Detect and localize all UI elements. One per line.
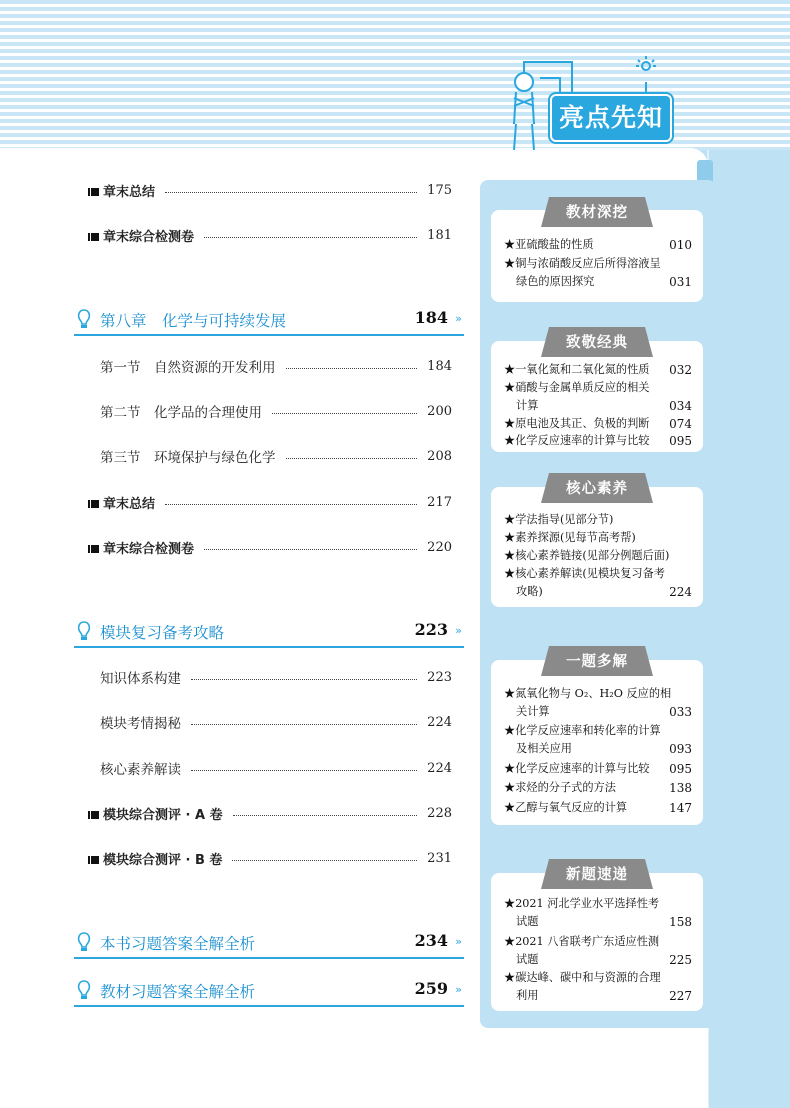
chevron-right-icon: »	[455, 312, 462, 325]
toc-row-page: 181	[427, 227, 452, 243]
toc-row-page: 223	[427, 669, 452, 685]
square-bullet-icon	[88, 543, 99, 554]
card-item-page: 034	[669, 399, 692, 413]
dot-leader	[165, 504, 417, 505]
chapter-page: 234	[414, 931, 448, 950]
card-item-text: ★化学反应速率的计算与比较	[504, 762, 650, 775]
card-item[interactable]	[504, 547, 692, 565]
toc-chapter-8[interactable]	[74, 306, 464, 336]
toc-row-label: 第三节 环境保护与绿色化学	[100, 450, 276, 466]
toc-row-page: 184	[427, 358, 452, 374]
chevron-right-icon: »	[455, 983, 462, 996]
card-item-text: ★学法指导(见部分节)	[504, 513, 614, 526]
card-item[interactable]	[504, 529, 692, 547]
toc-answers-book[interactable]	[74, 929, 464, 959]
chapter-underline	[74, 957, 464, 959]
chapter-title: 第八章 化学与可持续发展	[100, 312, 287, 330]
toc-row-label: 章末总结	[103, 184, 156, 200]
card-item-text: ★核心素养解读(见模块复习备考	[504, 567, 665, 580]
bulb-icon	[76, 308, 92, 330]
card-item-text: 及相关应用	[516, 742, 572, 755]
toc-row[interactable]	[100, 444, 452, 468]
card-item[interactable]	[504, 379, 692, 415]
card-title: 一题多解	[566, 654, 628, 670]
toc-row[interactable]	[100, 756, 452, 780]
toc-row-page: 200	[427, 403, 452, 419]
card-item-page: 095	[669, 762, 692, 776]
dot-leader	[191, 679, 417, 680]
dot-leader	[232, 860, 417, 861]
card-item-text: ★氮氧化物与 O₂、H₂O 反应的相	[504, 687, 672, 700]
chevron-right-icon: »	[455, 935, 462, 948]
chevron-right-icon: »	[455, 624, 462, 637]
card-item[interactable]	[504, 722, 692, 758]
toc-row[interactable]	[100, 710, 452, 734]
toc-row-page: 224	[427, 760, 452, 776]
toc-row[interactable]	[88, 223, 452, 247]
card-item-text: ★核心素养链接(见部分例题后面)	[504, 549, 670, 562]
toc-row[interactable]	[88, 178, 452, 202]
card-item[interactable]	[504, 969, 692, 1005]
toc-row[interactable]	[100, 354, 452, 378]
card-item-text: ★2021 河北学业水平选择性考	[504, 897, 660, 910]
toc-row-label: 知识体系构建	[100, 671, 181, 687]
card-title: 核心素养	[566, 481, 628, 497]
dot-leader	[165, 192, 417, 193]
card-item[interactable]	[504, 361, 692, 379]
card-item-text: 计算	[516, 399, 539, 412]
card-item[interactable]	[504, 933, 692, 969]
dot-leader	[286, 458, 418, 459]
card-item[interactable]	[504, 760, 692, 778]
toc-row-page: 231	[427, 850, 452, 866]
card-item-text: ★2021 八省联考广东适应性测	[504, 935, 660, 948]
toc-row-label: 模块综合测评 · A 卷	[103, 807, 223, 823]
card-item-text: 攻略)	[516, 585, 543, 598]
card-item[interactable]	[504, 779, 692, 797]
chapter-underline	[74, 646, 464, 648]
card-item-text: ★化学反应速率和转化率的计算	[504, 724, 661, 737]
chapter-title: 本书习题答案全解全析	[100, 935, 256, 953]
card-item-text: ★素养探源(见每节高考帮)	[504, 531, 636, 544]
toc-answers-textbook[interactable]	[74, 977, 464, 1007]
square-bullet-icon	[88, 854, 99, 865]
chapter-underline	[74, 1005, 464, 1007]
card-item[interactable]	[504, 432, 692, 450]
card-item-page: 093	[669, 742, 692, 756]
card-item[interactable]	[504, 511, 692, 529]
toc-row[interactable]	[100, 399, 452, 423]
card-item[interactable]	[504, 415, 692, 433]
toc-row-label: 章末综合检测卷	[103, 229, 195, 245]
chapter-title: 模块复习备考攻略	[100, 624, 225, 642]
chapter-underline	[74, 334, 464, 336]
card-item-page: 147	[669, 801, 692, 815]
card-item-page: 138	[669, 781, 692, 795]
toc-row-label: 章末综合检测卷	[103, 541, 195, 557]
card-item-page: 095	[669, 434, 692, 448]
toc-row[interactable]	[88, 846, 452, 870]
header-badge	[550, 94, 672, 142]
card-item[interactable]	[504, 799, 692, 817]
toc-row[interactable]	[100, 665, 452, 689]
toc-row[interactable]	[88, 801, 452, 825]
card-item-page: 032	[669, 363, 692, 377]
dot-leader	[272, 413, 417, 414]
toc-row-label: 第二节 化学品的合理使用	[100, 405, 262, 421]
card-item-text: ★一氧化氮和二氧化氮的性质	[504, 363, 650, 376]
toc-row-page: 175	[427, 182, 452, 198]
bulb-icon	[76, 931, 92, 953]
card-item-text: 利用	[516, 989, 539, 1002]
card-header	[541, 197, 653, 227]
toc-row[interactable]	[88, 535, 452, 559]
card-title: 致敬经典	[566, 335, 628, 351]
card-item[interactable]	[504, 565, 692, 601]
toc-row[interactable]	[88, 490, 452, 514]
card-header	[541, 859, 653, 889]
dot-leader	[286, 368, 418, 369]
toc-module[interactable]	[74, 618, 464, 648]
toc-row-page: 220	[427, 539, 452, 555]
square-bullet-icon	[88, 231, 99, 242]
card-item-text: ★原电池及其正、负极的判断	[504, 417, 650, 430]
card-header	[541, 327, 653, 357]
dot-leader	[233, 815, 418, 816]
square-bullet-icon	[88, 498, 99, 509]
card-item-text: ★乙醇与氧气反应的计算	[504, 801, 628, 814]
toc-row-label: 核心素养解读	[100, 762, 181, 778]
square-bullet-icon	[88, 186, 99, 197]
dot-leader	[204, 549, 417, 550]
chapter-title: 教材习题答案全解全析	[100, 983, 256, 1001]
card-item-text: ★铜与浓硝酸反应后所得溶液呈	[504, 257, 661, 270]
card-item[interactable]	[504, 255, 692, 291]
toc-row-page: 208	[427, 448, 452, 464]
card-item-text: 试题	[516, 915, 539, 928]
card-item-text: 试题	[516, 953, 539, 966]
dot-leader	[191, 770, 417, 771]
bulb-icon	[76, 620, 92, 642]
chapter-page: 223	[414, 620, 448, 639]
toc-row-page: 228	[427, 805, 452, 821]
card-item-page: 074	[669, 417, 692, 431]
card-title: 新题速递	[566, 867, 628, 883]
dot-leader	[191, 724, 417, 725]
card-item-text: ★求烃的分子式的方法	[504, 781, 616, 794]
card-item-page: 158	[669, 915, 692, 929]
card-header	[541, 473, 653, 503]
card-item-page: 225	[669, 953, 692, 967]
card-item-text: ★化学反应速率的计算与比较	[504, 434, 650, 447]
toc-row-page: 217	[427, 494, 452, 510]
toc-row-label: 模块综合测评 · B 卷	[103, 852, 223, 868]
card-item-page: 227	[669, 989, 692, 1003]
card-item[interactable]	[504, 895, 692, 931]
card-item-text: ★碳达峰、碳中和与资源的合理	[504, 971, 661, 984]
toc-row-label: 第一节 自然资源的开发利用	[100, 360, 276, 376]
toc-row-page: 224	[427, 714, 452, 730]
toc-row-label: 章末总结	[103, 496, 156, 512]
dot-leader	[204, 237, 417, 238]
square-bullet-icon	[88, 809, 99, 820]
card-item-text: ★亚硫酸盐的性质	[504, 238, 594, 251]
card-item-text: 绿色的原因探究	[516, 275, 595, 288]
card-item[interactable]	[504, 236, 692, 254]
chapter-page: 259	[414, 979, 448, 998]
card-header	[541, 646, 653, 676]
card-item-text: 关计算	[516, 705, 550, 718]
card-title: 教材深挖	[566, 205, 628, 221]
toc-row-label: 模块考情揭秘	[100, 716, 181, 732]
bulb-icon	[76, 979, 92, 1001]
chapter-page: 184	[414, 308, 448, 327]
header-badge-label: 亮点先知	[558, 103, 663, 132]
card-item-page: 224	[669, 585, 692, 599]
card-item-page: 010	[669, 238, 692, 252]
card-item-text: ★硝酸与金属单质反应的相关	[504, 381, 650, 394]
card-item[interactable]	[504, 685, 692, 721]
card-item-page: 033	[669, 705, 692, 719]
card-item-page: 031	[669, 275, 692, 289]
